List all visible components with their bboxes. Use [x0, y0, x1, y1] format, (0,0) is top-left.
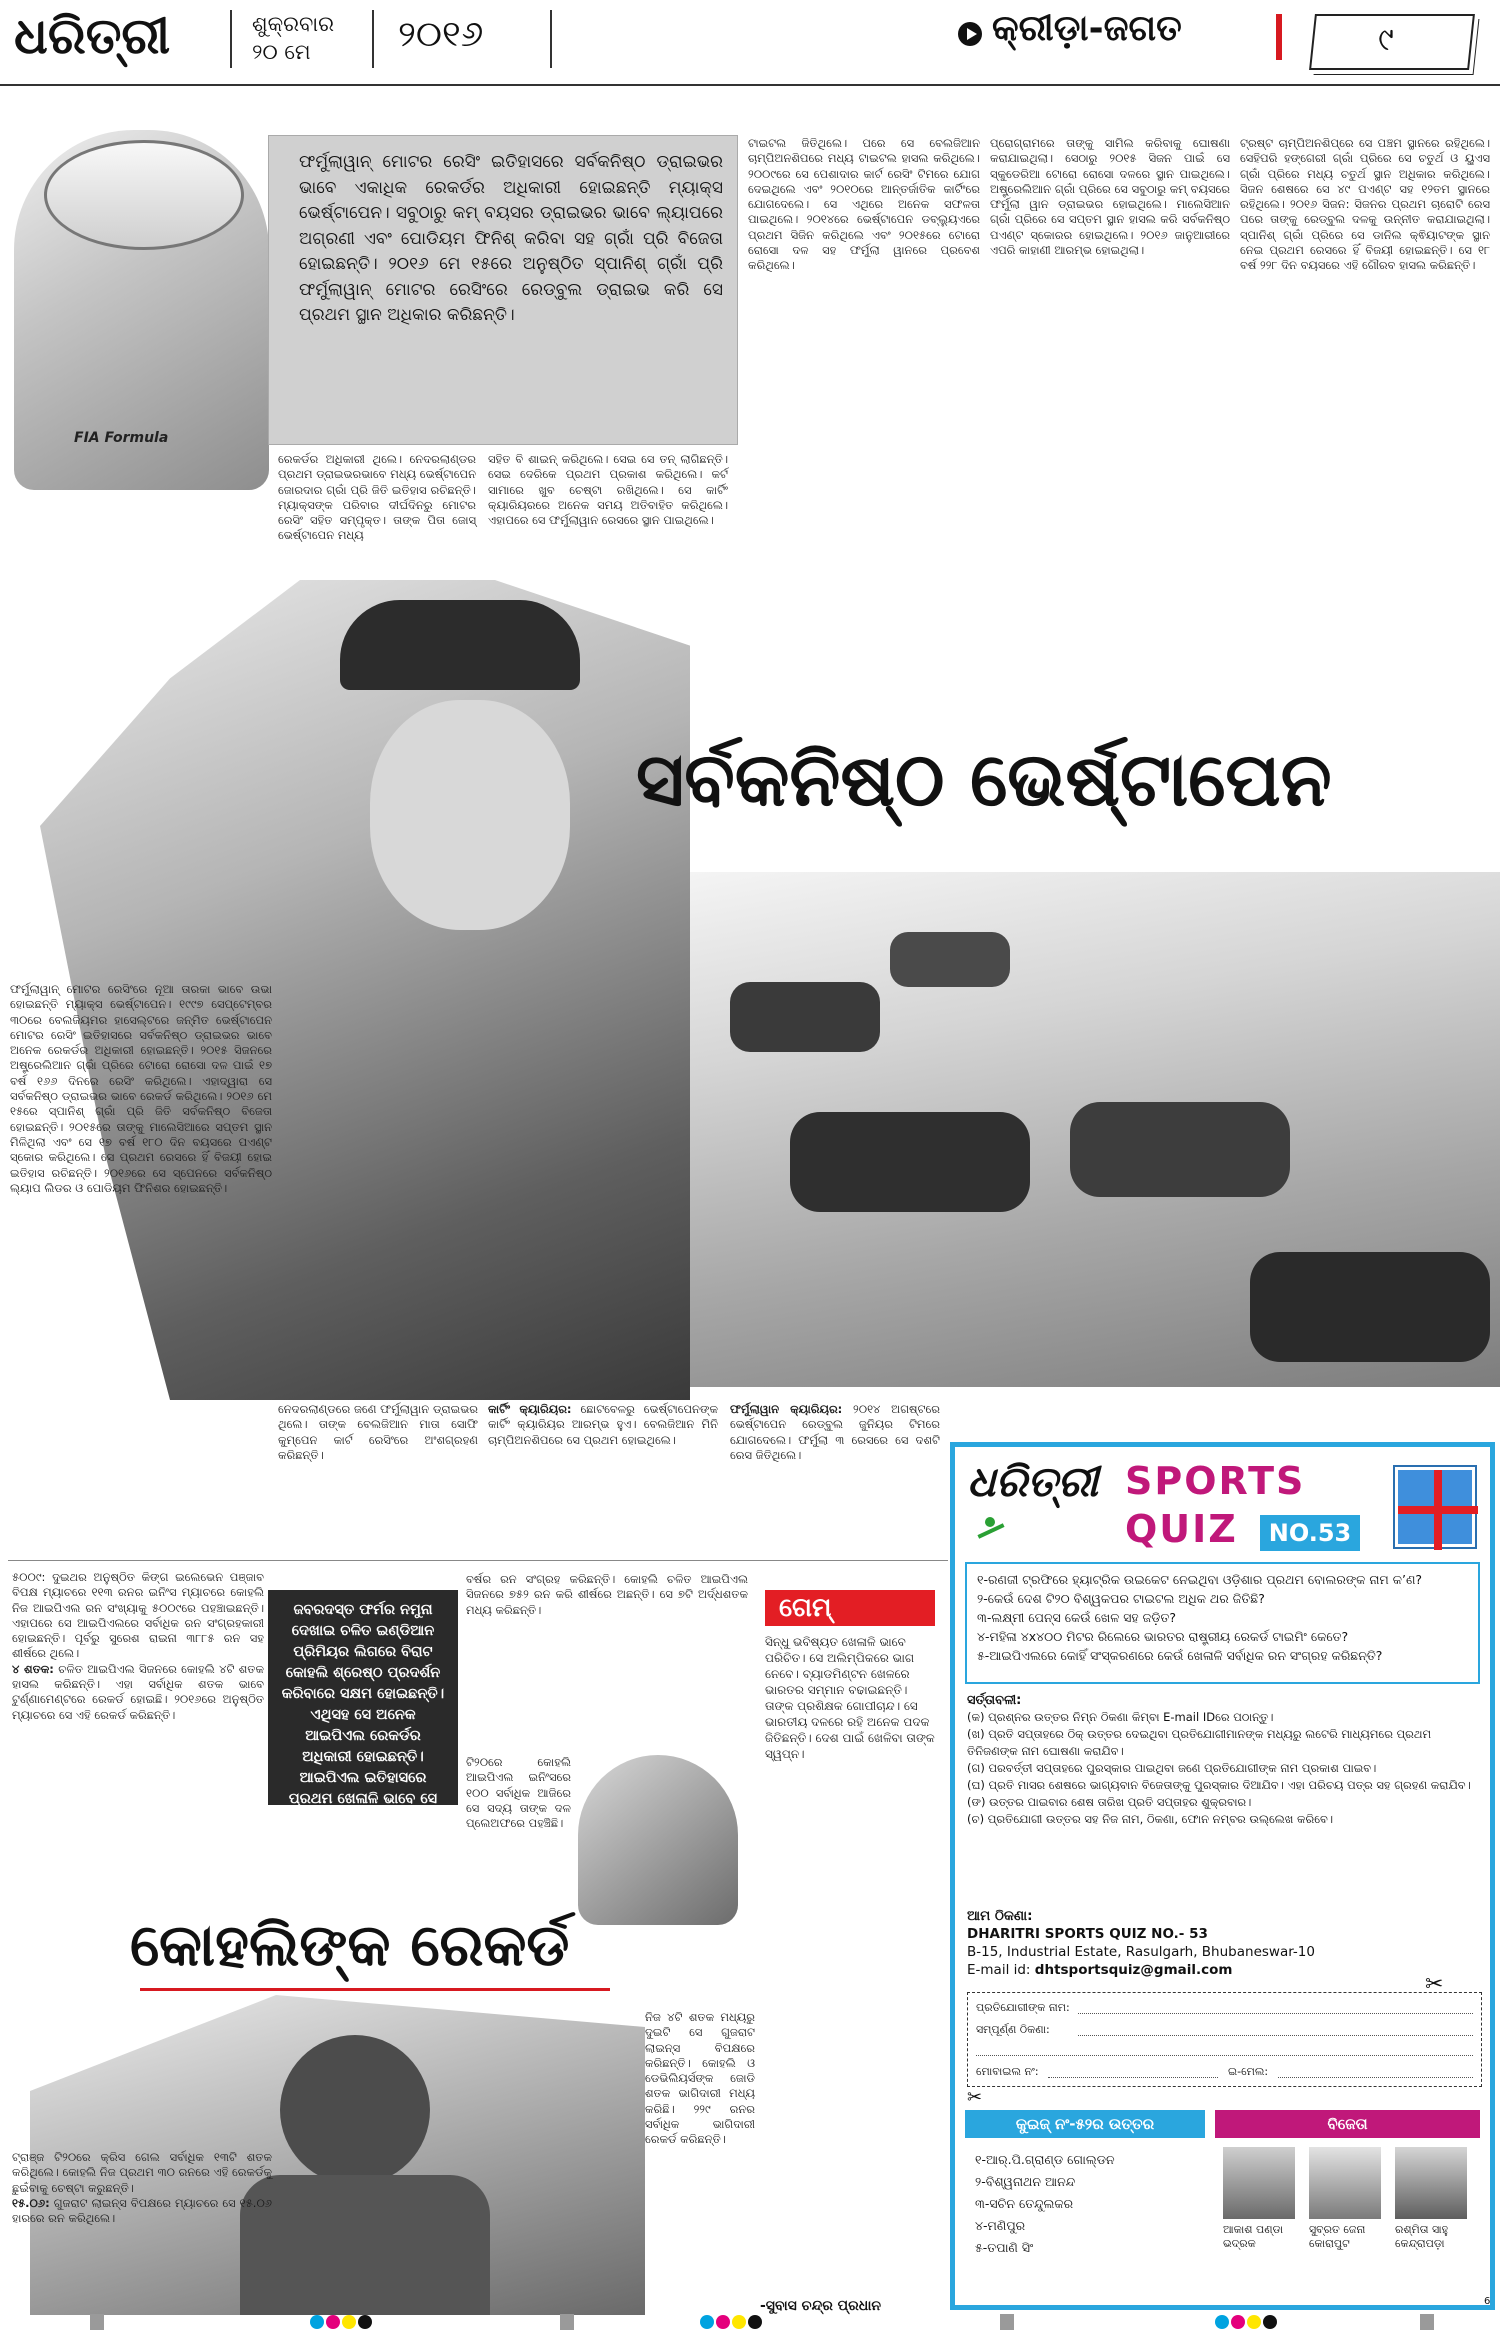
- winner-place: ଭଦ୍ରକ: [1223, 2237, 1256, 2250]
- quiz-questions-box: [965, 1562, 1480, 1684]
- quiz-answer: ୧-ଆର୍.ପି.ଗ୍ରାଣ୍ଡ ଗୋଲ୍ଡନ: [975, 2152, 1115, 2167]
- quiz-email[interactable]: dhtsportsquiz@gmail.com: [1034, 1962, 1233, 1978]
- page-number: ୯: [1378, 20, 1394, 58]
- quiz-address-line2: B-15, Industrial Estate, Rasulgarh, Bhubaneswar-10: [967, 1944, 1315, 1960]
- quiz-question: ୫-ଆଇପିଏଲରେ କୋହିଁ ସଂସ୍କରଣରେ କେଉଁ ଖେଳାଳି ସର୍ବାଧିକ ରନ ସଂଗ୍ରହ କରିଛନ୍ତି?: [977, 1648, 1383, 1663]
- quiz-rule: (ଚ) ପ୍ରତିଯୋଗୀ ଉତ୍ତର ସହ ନିଜ ନାମ, ଠିକଣା, ଫୋନ ନମ୍ବର ଉଲ୍ଲେଖ କରିବେ।: [967, 1812, 1334, 1826]
- quiz-rules-title: ସର୍ତ୍ତାବଳୀ:: [967, 1693, 1022, 1708]
- story2-col-d-text: ଟ୍ରାଞ୍ଜ ଟି୨୦ରେ କ୍ରିସ ଗେଲ ସର୍ବାଧିକ ୧୩ଟି ଶତକ କରିଥିଲେ। କୋହଲି ନିଜ ପ୍ରଥମ ୩୦ ରନରେ ଏହି ରେକର୍ଡକୁ ଛୁଇଁବାକୁ ଚେଷ୍ଟା କରୁଛନ୍ତି।: [12, 2150, 272, 2195]
- winner-name: ରଶ୍ମିତା ସାହୁ: [1395, 2223, 1449, 2236]
- race-cars-photo: [690, 872, 1500, 1387]
- helmet-photo: [578, 1755, 738, 1925]
- story2-headline: କୋହଲିଙ୍କ ରେକର୍ଡ: [130, 1911, 570, 1979]
- game-header: [765, 1590, 935, 1626]
- quiz-answer: ୪-ମଣିପୁର: [975, 2218, 1026, 2233]
- coupon-form: [967, 1992, 1482, 2087]
- story1-col-g: ନେଦରଲାଣ୍ଡରେ ଜଣେ ଫର୍ମୁଲାୱାନ ଡ୍ରାଇଭର ଥିଲେ। ତାଙ୍କ ବେଲଜିଆନ ମାତା ସୋଫି କୁମ୍ପେନ କାର୍ଟ ରେସିଂରେ ଅଂଶଗ୍ରହଣ କରିଛନ୍ତି।: [278, 1402, 478, 1462]
- story1-intro-box: [268, 135, 738, 445]
- section-title: କ୍ରୀଡ଼ା-ଜଗତ: [992, 8, 1182, 49]
- story2-intro-box: [268, 1590, 458, 1828]
- form-mobile-label: ମୋବାଇଲ ନଂ:: [976, 2065, 1039, 2078]
- dharitri-logo[interactable]: ଧରିତ୍ରୀ: [14, 6, 171, 65]
- winners-header: [1215, 2110, 1480, 2138]
- masthead-divider: [372, 10, 374, 68]
- quiz-rule: (ଖ) ପ୍ରତି ସପ୍ତାହରେ ଠିକ୍ ଉତ୍ତର ଦେଇଥିବା ପ୍ରତିଯୋଗୀମାନଙ୍କ ମଧ୍ୟରୁ ଲଟେରି ମାଧ୍ୟମରେ ପ୍ରଥମ ତିନିଜଣଙ୍କ ନାମ ଘୋଷଣା କରାଯିବ।: [967, 1727, 1432, 1758]
- winner-name: ସୁବ୍ରତ ଜେନା: [1309, 2223, 1366, 2236]
- masthead-divider: [550, 10, 552, 68]
- runner-icon: [973, 1517, 1007, 1545]
- winner-place: କେନ୍ଦ୍ରାପଡ଼ା: [1395, 2237, 1445, 2250]
- quiz-answers-list: [975, 2149, 1205, 2259]
- trophy-photo: FIA Formula: [14, 130, 269, 490]
- masthead-bottom-rule: [0, 84, 1500, 86]
- quiz-answer: ୨-ବିଶ୍ୱନାଥନ ଆନନ୍ଦ: [975, 2174, 1076, 2189]
- story2-col-d2-text: ଗୁଜରାଟ ଲାଇନ୍ସ ବିପକ୍ଷରେ ମ୍ୟାଚରେ ସେ ୧୫.୦୬ ହାରରେ ରନ କରିଥିଲେ।: [12, 2195, 272, 2226]
- story1-col-i-text: ୨୦୧୪ ଅଗଷ୍ଟରେ ଭେର୍ଷ୍ଟାପେନ ରେଡ୍‌ବୁଲ ଜୁନିୟର ଟିମରେ ଯୋଗଦେଲେ। ଫର୍ମୁଲା ୩ ରେସରେ ସେ ଦଶଟି ରେସ ଜିତିଥିଲେ।: [730, 1402, 940, 1462]
- quiz-question: ୧-ରଣଜୀ ଟ୍ରଫିରେ ହ୍ୟାଟ୍ରିକ ଉଇକେଟ ନେଇଥିବା ଓଡ଼ିଶାର ପ୍ରଥମ ବୋଲରଙ୍କ ନାମ କ’ଣ?: [977, 1572, 1423, 1587]
- quiz-rule: (ଘ) ପ୍ରତି ମାସର ଶେଷରେ ଭାଗ୍ୟବାନ ବିଜେତାଙ୍କୁ ପୁରସ୍କାର ଦିଆଯିବ। ଏହା ପରିଚୟ ପତ୍ର ସହ ଗ୍ରହଣ କରାଯିବ।: [967, 1778, 1471, 1792]
- story1-col-c: ଟାଇଟଲ ଜିତିଥିଲେ। ପରେ ସେ ବେଲଜିଆନ ଚାମ୍ପିଅନଶିପରେ ମଧ୍ୟ ଟାଇଟଲ ହାସଲ କରିଥିଲେ। ୨୦୦୯ରେ ସେ ପେଶାଦାର କାର୍ଟ ରେସିଂ ଟିମରେ ଯୋଗ ଦେଇଥିଲେ ଏବଂ ୨୦୧୦ରେ ଆନ୍ତର୍ଜାତିକ କାର୍ଟିଂରେ ଯୋଗଦେଲେ। ସେ ଏଥିରେ ଅନେକ ସଫଳତା ପାଇଥିଲେ। ୨୦୧୪ରେ ଭେର୍ଷ୍ଟାପେନ ଡବ୍ଲ୍ୟୁଏରେ ପ୍ରଥମ ସିଜିନ କରିଥିଲେ ଏବଂ ୨୦୧୫ରେ ଟୋରୋ ରୋସୋ ଦଳ ସହ ଫର୍ମୁଲା ୱାନରେ ପ୍ରବେଶ କରିଥିଲେ।: [748, 136, 980, 273]
- section-red-bar: [1276, 14, 1282, 60]
- scissors-icon: ✂: [1425, 1972, 1444, 1997]
- headline-red-rule: [140, 1988, 610, 1991]
- quiz-question: ୩-ଲକ୍ଷ୍ମୀ ପେନ୍ସ କେଉଁ ଖେଳ ସହ ଜଡ଼ିତ?: [977, 1610, 1177, 1625]
- story1-col-h-text: ଛୋଟବେଳରୁ ଭେର୍ଷ୍ଟାପେନଙ୍କ କାର୍ଟିଂ କ୍ୟାରିୟର ଆରମ୍ଭ ହୁଏ। ବେଲଜିଆନ ମିନି ଚାମ୍ପିଅନଶିପରେ ସେ ପ୍ରଥମ ହୋଇଥିଲେ।: [488, 1402, 718, 1447]
- story1-col-a: ରେକର୍ଡର ଅଧିକାରୀ ଥିଲେ। ନେଦରଲାଣ୍ଡର ପ୍ରଥମ ଡ୍ରାଇଭରଭାବେ ମଧ୍ୟ ଭେର୍ଷ୍ଟାପେନ ଜୋରଦାର ଗ୍ରାଁ ପ୍ରି ଜିତି ଇତିହାସ ରଚିଛନ୍ତି। ମ୍ୟାକ୍ସଙ୍କ ପରିବାର ଦୀର୍ଘଦିନରୁ ମୋଟର ରେସିଂ ସହିତ ସମ୍ପୃକ୍ତ। ତାଙ୍କ ପିତା ଜୋସ୍ ଭେର୍ଷ୍ଟାପେନ ମଧ୍ୟ: [278, 452, 476, 543]
- form-name-field[interactable]: [1078, 2013, 1473, 2014]
- winner-name: ଆକାଶ ପଣ୍ଡା: [1223, 2223, 1284, 2236]
- story2-col-b: ବର୍ଷର ରନ ସଂଗ୍ରହ କରିଛନ୍ତି। କୋହଲି ଚଳିତ ଆଇପିଏଲ ସିଜନରେ ୭୫୨ ରନ କରି ଶୀର୍ଷରେ ଅଛନ୍ତି। ସେ ୭ଟି ଅର୍ଦ୍ଧଶତକ ମଧ୍ୟ କରିଛନ୍ତି।: [466, 1572, 748, 1617]
- story1-col-f-text: ଫର୍ମୁଲାୱାନ୍ ମୋଟର ରେସିଂରେ ନୂଆ ତାରକା ଭାବେ ଉଭା ହୋଇଛନ୍ତି ମ୍ୟାକ୍ସ ଭେର୍ଷ୍ଟାପେନ। ୧୯୯୭ ସେପ୍ଟେମ୍ବର ୩୦ରେ ବେଲଜିୟମର ହାସେଲ୍ଟରେ ଜନ୍ମିତ ଭେର୍ଷ୍ଟାପେନ ମୋଟର ରେସିଂ ଇତିହାସରେ ସର୍ବକନିଷ୍ଠ ଡ୍ରାଇଭର ଭାବେ ଅନେକ ରେକର୍ଡର ଅଧିକାରୀ ହୋଇଛନ୍ତି। ୨୦୧୫ ସିଜନରେ ଅଷ୍ଟ୍ରେଲିଆନ ଗ୍ରାଁ ପ୍ରିରେ ଟୋରୋ ରୋସୋ ଦଳ ପାଇଁ ୧୭ ବର୍ଷ ୧୬୬ ଦିନରେ ରେସିଂ କରିଥିଲେ। ଏହାଦ୍ୱାରା ସେ ସର୍ବକନିଷ୍ଠ ଡ୍ରାଇଭର ଭାବେ ରେକର୍ଡ କରିଥିଲେ। ୨୦୧୬ ମେ ୧୫ରେ ସ୍ପାନିଶ୍ ଗ୍ରାଁ ପ୍ରି ଜିତି ସର୍ବକନିଷ୍ଠ ବିଜେତା ହୋଇଛନ୍ତି। ୨୦୧୫ରେ ତାଙ୍କୁ ମାଲେସିଆରେ ସପ୍ତମ ସ୍ଥାନ ମିଳିଥିଲା ଏବଂ ସେ ୧୭ ବର୍ଷ ୧୮୦ ଦିନ ବୟସରେ ପଏଣ୍ଟ ସ୍କୋର କରିଥିଲେ। ସେ ପ୍ରଥମ ରେସରେ ହିଁ ବିଜୟୀ ହୋଇ ଇତିହାସ ରଚିଛନ୍ତି। ୨୦୧୬ରେ ସେ ସ୍ପେନରେ ସର୍ବକନିଷ୍ଠ ଲ୍ୟାପ ଲିଡର ଓ ପୋଡିୟମ ଫିନିଶର ହୋଇଛନ୍ତି।: [10, 982, 272, 1195]
- winner-avatar: [1223, 2147, 1295, 2219]
- story2-col-d-label: ୧୫.୦୬:: [12, 2195, 50, 2210]
- quiz-email-label: E-mail id:: [967, 1962, 1031, 1978]
- story1-col-i-label: ଫର୍ମୁଲାୱାନ କ୍ୟାରିୟର:: [730, 1402, 843, 1416]
- quiz-answer: ୫-ତପାଣି ସିଂ: [975, 2240, 1034, 2255]
- winner-card: [1223, 2147, 1305, 2251]
- scissors-icon: ✂: [967, 2087, 983, 2108]
- winners-title: ବିଜେତା: [1327, 2115, 1368, 2133]
- story2-col-a-label: ୪ ଶତକ:: [12, 1661, 54, 1676]
- story1-col-f: [10, 982, 272, 1402]
- form-address-field[interactable]: [1078, 2035, 1473, 2036]
- story2-intro: ଜବରଦସ୍ତ ଫର୍ମର ନମୁନା ଦେଖାଇ ଚଳିତ ଇଣ୍ଡିଆନ ପ୍ରିମିୟର ଲିଗରେ ବିରାଟ କୋହଲି ଶ୍ରେଷ୍ଠ ପ୍ରଦର୍ଶନ କରିବାରେ ସକ୍ଷମ ହୋଇଛନ୍ତି। ଏଥିସହ ସେ ଅନେକ ଆଇପିଏଲ ରେକର୍ଡର ଅଧିକାରୀ ହୋଇଛନ୍ତି। ଆଇପିଏଲ ଇତିହାସରେ ପ୍ରଥମ ଖେଳାଳି ଭାବେ ସେ ୪୦୦୦ ରନ ଟପିଛନ୍ତି।: [281, 1602, 445, 1828]
- game-title: ଗେମ୍: [779, 1593, 832, 1623]
- quiz-address-line1: DHARITRI SPORTS QUIZ NO.- 53: [967, 1926, 1208, 1942]
- issue-year: ୨୦୧୬: [398, 14, 484, 55]
- game-text: ସିନ୍ଧୁ ଭବିଷ୍ୟତ ଖେଳାଳି ଭାବେ ପରିଚିତ। ସେ ଅଲିମ୍ପିକରେ ଭାଗ ନେବେ। ବ୍ୟାଡମିଣ୍ଟନ ଖେଳରେ ଭାରତର ସମ୍ମାନ ବଢାଇଛନ୍ତି। ତାଙ୍କ ପ୍ରଶିକ୍ଷକ ଗୋପୀଚାନ୍ଦ। ସେ ଭାରତୀୟ ଦଳରେ ରହି ଅନେକ ପଦକ ଜିତିଛନ୍ତି। ଦେଶ ପାଇଁ ଖେଳିବା ତାଙ୍କ ସ୍ୱପ୍ନ।: [765, 1635, 935, 1761]
- quiz-title-quiz: QUIZ: [1125, 1507, 1238, 1551]
- masthead: [0, 0, 1500, 80]
- quiz-question: ୨-କେଉଁ ଦେଶ ଟି୨୦ ବିଶ୍ୱକପର ଟାଇଟଲ ଅଧିକ ଥର ଜିତିଛି?: [977, 1591, 1265, 1606]
- story2-col-a-text: ୫୦୦୯: ଦୁଇଥର ଅନୁଷ୍ଠିତ କିଙ୍ଗ ଇଲେଭେନ ପଞ୍ଜାବ ବିପକ୍ଷ ମ୍ୟାଚରେ ୧୧୩ ରନର ଇନିଂସ ମ୍ୟାଚରେ କୋହଲି ନିଜ ଆଇପିଏଲ ରନ ସଂଖ୍ୟାକୁ ୫୦୦୯ରେ ପହଞ୍ଚାଇଛନ୍ତି। ଏହାପରେ ସେ ଆଇପିଏଲରେ ସର୍ବାଧିକ ରନ ସଂଗ୍ରହକାରୀ ହୋଇଛନ୍ତି। ପୂର୍ବରୁ ସୁରେଶ ରାଇନା ୩୮୮୫ ରନ ସହ ଶୀର୍ଷରେ ଥିଲେ।: [12, 1570, 264, 1661]
- story1-headline: ସର୍ବକନିଷ୍ଠ ଭେର୍ଷ୍ଟାପେନ: [636, 737, 1332, 823]
- quiz-rule: (ଗ) ପରବର୍ତ୍ତୀ ସପ୍ତାହରେ ପୁରସ୍କାର ପାଇଥିବା ଜଣେ ପ୍ରତିଯୋଗୀଙ୍କ ନାମ ପ୍ରକାଶ ପାଇବ।: [967, 1761, 1377, 1775]
- story1-col-h-label: କାର୍ଟିଂ କ୍ୟାରିୟର:: [488, 1402, 572, 1416]
- story2-byline: -ସୁବାସ ଚନ୍ଦ୍ର ପ୍ରଧାନ: [760, 2298, 882, 2314]
- story2-col-c: ଟି୨୦ରେ କୋହଲି ଆଇପିଏଲ ଇନିଂସରେ ୧୦୦ ସର୍ବାଧିକ ଆଜିରେ ସେ ସଦ୍ୟ ତାଙ୍କ ଦଳ ପ୍ଲେଅଫରେ ପହଞ୍ଚିଛି।: [466, 1755, 571, 1831]
- winner-card: [1395, 2147, 1477, 2251]
- quiz-rule: (କ) ପ୍ରଶ୍ନର ଉତ୍ତର ନିମ୍ନ ଠିକଣା କିମ୍ବା E-mail IDରେ ପଠାନ୍ତୁ।: [967, 1710, 1274, 1724]
- story1-col-b: ସହିତ ବି ଶାଇନ୍ କରିଥିଲେ। ସେଇ ସେ ତନ୍ ଲାଗିଛନ୍ତି। ସେଇ ଦେରିକେ ପ୍ରଥମ ପ୍ରକାଶ କରିଥିଲେ। କର୍ଟ ସାମାରେ ଖୁବ ଚେଷ୍ଟା ରଖିଥିଲେ। ସେ କାର୍ଟିଂ କ୍ୟାରିୟରରେ ଅନେକ ସମୟ ଅତିବାହିତ କରିଥିଲେ। ଏହାପରେ ସେ ଫର୍ମୁଲାୱାନ ରେସରେ ସ୍ଥାନ ପାଇଥିଲେ।: [488, 452, 728, 528]
- quiz-question: ୪-ମହିଳା ୪x୪୦୦ ମିଟର ରିଲେରେ ଭାରତର ରାଷ୍ଟ୍ରୀୟ ରେକର୍ଡ ଟାଇମିଂ କେତେ?: [977, 1629, 1349, 1644]
- quiz-title-sports: SPORTS: [1125, 1459, 1306, 1503]
- form-email-field[interactable]: [1278, 2077, 1473, 2078]
- winner-place: କୋରାପୁଟ: [1309, 2237, 1350, 2250]
- form-mobile-field[interactable]: [1048, 2077, 1218, 2078]
- quiz-answers-header: [965, 2110, 1205, 2138]
- story1-intro: ଫର୍ମୁଲାୱାନ୍ ମୋଟର ରେସିଂ ଇତିହାସରେ ସର୍ବକନିଷ୍ଠ ଡ୍ରାଇଭର ଭାବେ ଏକାଧିକ ରେକର୍ଡର ଅଧିକାରୀ ହୋଇଛନ୍ତି ମ୍ୟାକ୍ସ ଭେର୍ଷ୍ଟାପେନ। ସବୁଠାରୁ କମ୍ ବୟସର ଡ୍ରାଇଭର ଭାବେ ଲ୍ୟାପରେ ଅଗ୍ରଣୀ ଏବଂ ପୋଡିୟମ ଫିନିଶ୍ କରିବା ସହ ଗ୍ରାଁ ପ୍ରି ବିଜେତା ହୋଇଛନ୍ତି। ୨୦୧୬ ମେ ୧୫ରେ ଅନୁଷ୍ଠିତ ସ୍ପାନିଶ୍ ଗ୍ରାଁ ପ୍ରି ଫର୍ମୁଲାୱାନ୍ ମୋଟର ରେସିଂରେ ରେଡ୍‌ବୁଲ ଡ୍ରାଇଭ କରି ସେ ପ୍ରଥମ ସ୍ଥାନ ଅଧିକାର କରିଛନ୍ତି।: [299, 152, 723, 325]
- quiz-number-badge: NO.53: [1260, 1515, 1360, 1551]
- winner-card: [1309, 2147, 1391, 2251]
- masthead-divider: [230, 10, 232, 68]
- sports-quiz-box: [950, 1442, 1495, 2310]
- footer-page-marker: 6: [1484, 2296, 1491, 2307]
- story2-col-a2-text: ଚଳିତ ଆଇପିଏଲ ସିଜନରେ କୋହଲି ୪ଟି ଶତକ ହାସଲ କରିଛନ୍ତି। ଏହା ସର୍ବାଧିକ ଶତକ ଭାବେ ଟୁର୍ଣ୍ଣାମେଣ୍ଟରେ ରେକର୍ଡ ହୋଇଛି। ୨୦୧୬ରେ ଅନୁଷ୍ଠିତ ମ୍ୟାଚରେ ସେ ଏହି ରେକର୍ଡ କରିଛନ୍ତି।: [12, 1661, 264, 1722]
- section-rule: [8, 1560, 948, 1561]
- quiz-logo: ଧରିତ୍ରୀ: [967, 1457, 1099, 1506]
- quiz-address-title: ଆମ ଠିକଣା:: [967, 1908, 1033, 1924]
- form-email-label: ଇ-ମେଲ:: [1228, 2065, 1269, 2078]
- winner-avatar: [1309, 2147, 1381, 2219]
- story1-col-e: ଟ୍ରଷ୍ଟ ଚାମ୍ପିଅନଶିପ୍‌ରେ ସେ ପଞ୍ଚମ ସ୍ଥାନରେ ରହିଥିଲେ। ସେହିପରି ହଙ୍ଗେରୀ ଗ୍ରାଁ ପ୍ରିରେ ସେ ଚତୁର୍ଥ ଓ ୟୁଏସ ଗ୍ରାଁ ପ୍ରିରେ ମଧ୍ୟ ଚତୁର୍ଥ ସ୍ଥାନ ଅଧିକାର କରିଥିଲେ। ସିଜନ ଶେଷରେ ସେ ୪୯ ପଏଣ୍ଟ ସହ ୧୨ତମ ସ୍ଥାନରେ ରହିଥିଲେ। ୨୦୧୬ ସିଜନ: ସିଜନର ପ୍ରଥମ ଚାରୋଟି ରେସ ପରେ ତାଙ୍କୁ ରେଡ୍‌ବୁଲ ଦଳକୁ ଉନ୍ନୀତ କରାଯାଇଥିଲା। ସ୍ପାନିଶ୍ ଗ୍ରାଁ ପ୍ରିରେ ସେ ଡାନିଲ କ୍ଵିୟାଟଙ୍କ ସ୍ଥାନ ନେଇ ପ୍ରଥମ ରେସରେ ହିଁ ବିଜୟୀ ହୋଇଛନ୍ତି। ସେ ୧୮ ବର୍ଷ ୨୨୮ ଦିନ ବୟସରେ ଏହି ଗୌରବ ହାସଲ କରିଛନ୍ତି।: [1240, 136, 1490, 273]
- quiz-rule: (ଙ) ଉତ୍ତର ପାଇବାର ଶେଷ ତାରିଖ ପ୍ରତି ସପ୍ତାହର ଶୁକ୍ରବାର।: [967, 1795, 1252, 1809]
- winner-avatar: [1395, 2147, 1467, 2219]
- quiz-answer: ୩-ସଚିନ ତେନ୍ଦୁଲକର: [975, 2196, 1074, 2211]
- quiz-address: [967, 1907, 1482, 1979]
- gift-icon: [1395, 1467, 1475, 1547]
- story1-col-i: [730, 1402, 940, 1507]
- issue-date: ୨୦ ମେ: [252, 40, 311, 64]
- issue-day: ଶୁକ୍ରବାର: [252, 12, 335, 36]
- story2-col-a: [12, 1570, 264, 1800]
- form-address-label: ସମ୍ପୂର୍ଣ୍ଣ ଠିକଣା:: [976, 2023, 1050, 2036]
- story2-col-d: [12, 2150, 272, 2325]
- form-name-label: ପ୍ରତିଯୋଗୀଙ୍କ ନାମ:: [976, 2001, 1070, 2014]
- print-registration-marks: [0, 2312, 1500, 2332]
- story1-col-d: ପ୍ରୋଗ୍ରାମରେ ତାଙ୍କୁ ସାମିଲ କରିବାକୁ ଘୋଷଣା କରାଯାଇଥିଲା। ସେଠାରୁ ୨୦୧୫ ସିଜନ ପାଇଁ ସେ ସ୍କୁଡେରିଆ ଟୋରୋ ରୋସୋ ଦଳରେ ସ୍ଥାନ ପାଇଥିଲେ। ଅଷ୍ଟ୍ରେଲିଆନ ଗ୍ରାଁ ପ୍ରିରେ ସେ ସବୁଠାରୁ କମ୍ ବୟସରେ ଫର୍ମୁଲା ୱାନ ଡ୍ରାଇଭର ହୋଇଥିଲେ। ମାଲେସିଆନ ଗ୍ରାଁ ପ୍ରିରେ ସେ ସପ୍ତମ ସ୍ଥାନ ହାସଲ କରି ସର୍ବକନିଷ୍ଠ ପଏଣ୍ଟ ସ୍କୋରର ହୋଇଥିଲେ। ୨୦୧୬ ଜାନୁଆରୀରେ ଏପରି କାହାଣୀ ଆରମ୍ଭ ହୋଇଥିଲା।: [990, 136, 1230, 258]
- form-address-field-2[interactable]: [976, 2055, 1473, 2056]
- story1-col-h: [488, 1402, 718, 1507]
- play-icon: [958, 22, 982, 46]
- quiz-rules: [967, 1692, 1482, 1902]
- quiz-answers-title: କୁଇଜ୍ ନଂ-୫୨ର ଉତ୍ତର: [1015, 2115, 1155, 2133]
- story2-col-e: ନିଜ ୪ଟି ଶତକ ମଧ୍ୟରୁ ଦୁଇଟି ସେ ଗୁଜରାଟ ଲାଇନ୍ସ ବିପକ୍ଷରେ କରିଛନ୍ତି। କୋହଲି ଓ ଡେଭିଲିୟର୍ସଙ୍କ ଜୋଡି ଶତକ ଭାଗିଦାରୀ ମଧ୍ୟ କରିଛି। ୨୨୯ ରନର ସର୍ବାଧିକ ଭାଗିଦାରୀ ରେକର୍ଡ କରିଛନ୍ତି।: [645, 2010, 755, 2147]
